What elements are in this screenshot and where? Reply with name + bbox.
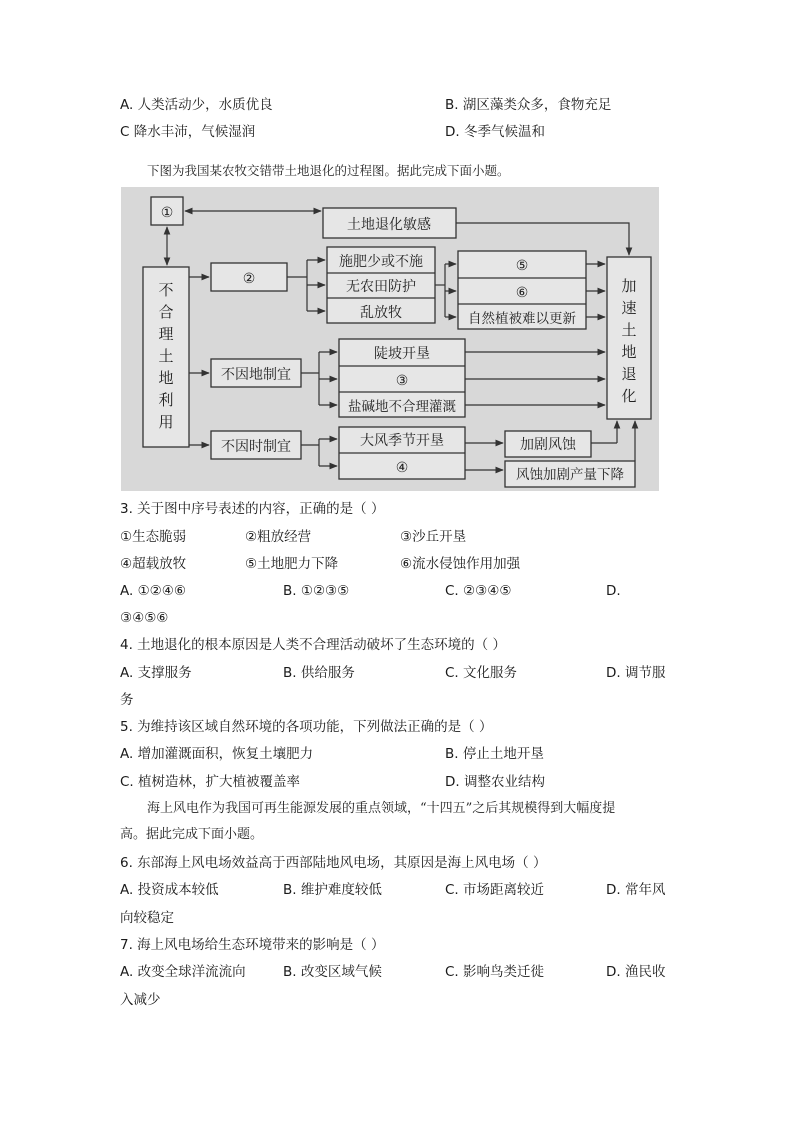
diagram-label-overgraze: 乱放牧 <box>360 305 402 321</box>
q6-stem: 6. 东部海上风电场效益高于西部陆地风电场，其原因是海上风电场（ ） <box>120 855 547 871</box>
q2-option-a: A. 人类活动少，水质优良 <box>120 97 273 113</box>
q3-item-4: ④超载放牧 <box>120 556 187 572</box>
intro-offshore-wind-2: 高。据此完成下面小题。 <box>120 827 264 842</box>
diagram-label-not-place: 不因地制宜 <box>221 367 291 383</box>
diagram-label-windy: 大风季节开垦 <box>360 433 444 449</box>
q6-option-d-cont: 向较稳定 <box>120 910 174 926</box>
q3-option-c: C. ②③④⑤ <box>445 583 512 599</box>
diagram-label-fert: 施肥少或不施 <box>339 254 423 270</box>
q4-option-b: B. 供给服务 <box>283 665 355 681</box>
diagram-label-erosion-yield: 风蚀加剧产量下降 <box>516 467 624 483</box>
intro-offshore-wind-1: 海上风电作为我国可再生能源发展的重点领域，“十四五”之后其规模得到大幅度提 <box>147 801 616 816</box>
q5-option-c: C. 植树造林，扩大植被覆盖率 <box>120 774 301 790</box>
q3-option-a: A. ①②④⑥ <box>120 583 186 599</box>
diagram-label-6: ⑥ <box>515 285 529 301</box>
q7-stem: 7. 海上风电场给生态环境带来的影响是（ ） <box>120 937 385 953</box>
q5-option-d: D. 调整农业结构 <box>445 774 545 790</box>
q6-option-d: D. 常年风 <box>606 882 666 898</box>
q2-option-d: D. 冬季气候温和 <box>445 124 545 140</box>
q5-option-a: A. 增加灌溉面积，恢复土壤肥力 <box>120 746 314 762</box>
diagram-label-no-protect: 无农田防护 <box>346 279 416 295</box>
q3-item-6: ⑥流水侵蚀作用加强 <box>400 556 521 572</box>
q3-option-d: D. <box>606 583 621 599</box>
q7-option-c: C. 影响鸟类迁徙 <box>445 964 545 980</box>
intro-land-degradation: 下图为我国某农牧交错带土地退化的过程图。据此完成下面小题。 <box>147 163 510 178</box>
land-degradation-diagram <box>121 187 659 491</box>
q4-stem: 4. 土地退化的根本原因是人类不合理活动破坏了生态环境的（ ） <box>120 637 506 653</box>
diagram-label-accelerate: 加速土地退化 <box>621 277 637 405</box>
diagram-label-3: ③ <box>395 373 409 389</box>
q4-option-d: D. 调节服 <box>606 665 666 681</box>
diagram-label-not-time: 不因时制宜 <box>221 439 291 455</box>
q6-option-a: A. 投资成本较低 <box>120 882 219 898</box>
q7-option-d: D. 渔民收 <box>606 964 666 980</box>
q3-item-2: ②粗放经营 <box>245 529 312 545</box>
diagram-label-veg: 自然植被难以更新 <box>468 311 576 327</box>
diagram-label-slope: 陡坡开垦 <box>374 346 430 362</box>
diagram-label-saline: 盐碱地不合理灌溉 <box>348 399 456 415</box>
diagram-label-land-sensitive: 土地退化敏感 <box>347 217 431 233</box>
q3-item-5: ⑤土地肥力下降 <box>245 556 339 572</box>
q4-option-c: C. 文化服务 <box>445 665 518 681</box>
q5-stem: 5. 为维持该区域自然环境的各项功能，下列做法正确的是（ ） <box>120 719 493 735</box>
q4-option-d-cont: 务 <box>120 692 134 708</box>
diagram-label-irrational-use: 不合理土地利用 <box>158 281 174 431</box>
diagram-label-2: ② <box>242 271 256 287</box>
q2-option-c: C 降水丰沛，气候湿润 <box>120 124 256 140</box>
q3-item-3: ③沙丘开垦 <box>400 529 467 545</box>
diagram-label-4: ④ <box>395 460 409 476</box>
q7-option-b: B. 改变区域气候 <box>283 964 382 980</box>
q6-option-c: C. 市场距离较近 <box>445 882 545 898</box>
q7-option-a: A. 改变全球洋流流向 <box>120 964 246 980</box>
q3-stem: 3. 关于图中序号表述的内容，正确的是（ ） <box>120 501 385 517</box>
q2-option-b: B. 湖区藻类众多，食物充足 <box>445 97 612 113</box>
q6-option-b: B. 维护难度较低 <box>283 882 382 898</box>
q7-option-d-cont: 入减少 <box>120 992 161 1008</box>
q3-option-d-cont: ③④⑤⑥ <box>120 610 169 626</box>
diagram-label-wind-erosion: 加剧风蚀 <box>520 437 576 453</box>
q3-option-b: B. ①②③⑤ <box>283 583 350 599</box>
q4-option-a: A. 支撑服务 <box>120 665 192 681</box>
q5-option-b: B. 停止土地开垦 <box>445 746 544 762</box>
diagram-label-1: ① <box>160 205 174 221</box>
q3-item-1: ①生态脆弱 <box>120 529 187 545</box>
diagram-label-5: ⑤ <box>515 258 529 274</box>
